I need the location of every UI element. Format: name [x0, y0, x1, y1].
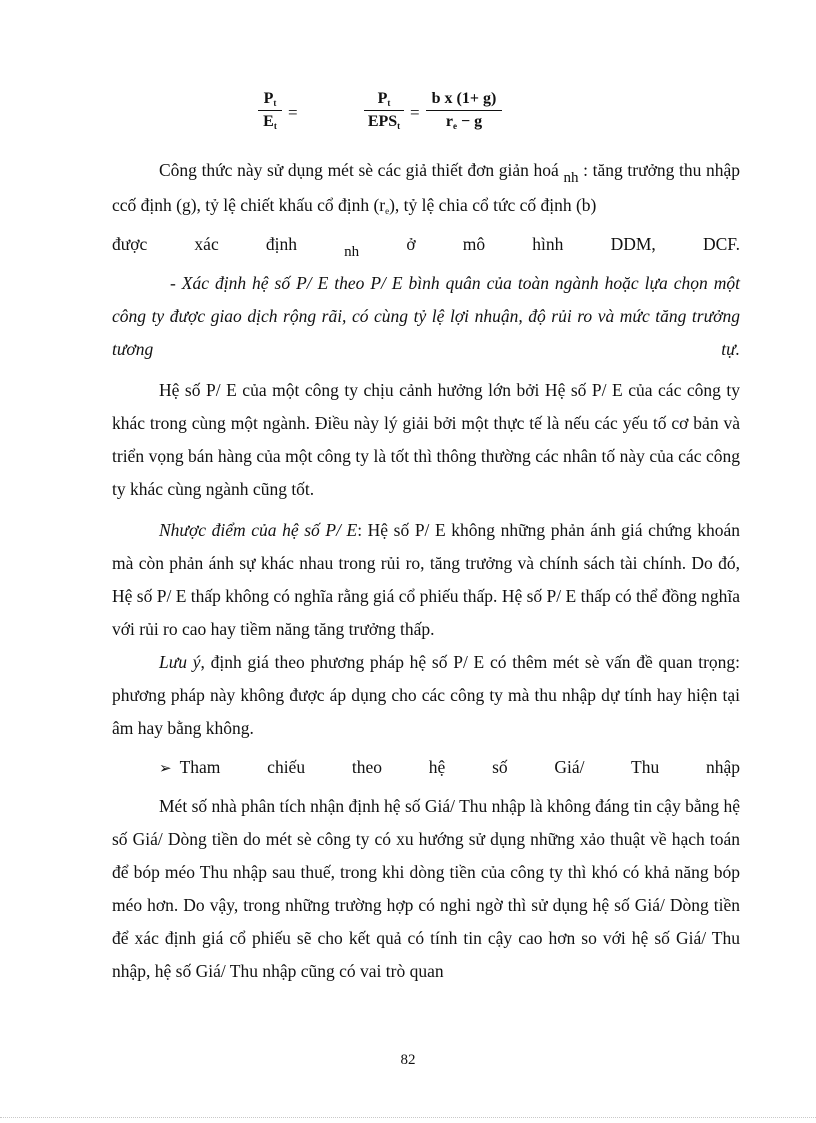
bullet-price-earnings: ➢ Tham chiếu theo hệ số Giá/ Thu nhập — [159, 757, 740, 777]
paragraph-price-cashflow: Mét số nhà phân tích nhận định hệ số Giá/ Thu nhập là không đáng tin cậy bằng hệ số Giá/ Dòng tiền do mét sè công ty có xu hướng sử dụng những xảo thuật về hạch toán để bóp méo Thu nhập sau thuế, trong khi dòng tiền của công ty thì khó có khả năng bóp méo hơn. Do vậy, trong những trường hợp có nghi ngờ thì sử dụng hệ số Giá/ Dòng tiền để xác định giá cổ phiếu sẽ cho kết quả có tính tin cậy cao hơn so với hệ số Giá/ Thu nhập, hệ số Giá/ Thu nhập cũng có vai trò quan — [112, 796, 740, 981]
fraction-p-over-eps: $P_t$ $EPS_t$ — [364, 90, 404, 131]
footer-divider — [0, 1117, 816, 1118]
paragraph-assumptions: Công thức này sử dụng mét sè các giả thiết đơn giản hoá nh : tăng trưởng thu nhập ccố định (g), tỷ lệ chiết khấu cổ định $(r_e)$, tỷ lệ chia cổ tức cố định (b) — [112, 160, 740, 216]
pe-formula — [258, 90, 518, 146]
paragraph-note: Lưu ý, định giá theo phương pháp hệ số P/ E có thêm mét sè vấn đề quan trọng: phương pháp này không được áp dụng cho các công ty mà thu nhập dự tính hay hiện tại âm hay bằng không. — [112, 652, 741, 738]
page-body — [112, 154, 740, 988]
fraction-p-over-e: $\frac{P_t}{E_t}$ — [258, 90, 282, 131]
equals-sign: = — [288, 103, 298, 122]
fraction-growth: $\frac{\text{b x (1+ g)}}{r_e - g}$ — [426, 90, 502, 131]
paragraph-assumptions-end: được xác định nh ở mô hình DDM, DCF. — [112, 234, 740, 260]
arrow-bullet-icon: ➢ — [159, 761, 172, 777]
paragraph-industry-pe: - Xác định hệ số P/ E theo P/ E bình quân của toàn ngành hoặc lựa chọn một công ty được giao dịch rộng rãi, có cùng tỷ lệ lợi nhuận, độ rủi ro và mức tăng trưởng tương tự. — [112, 273, 740, 359]
page-number: 82 — [400, 1052, 416, 1068]
paragraph-industry-influence: Hệ số P/ E của một công ty chịu cảnh hưởng lớn bởi Hệ số P/ E của các công ty khác trong cùng một ngành. Điều này lý giải bởi một thực tế là nếu các yếu tố cơ bản và triển vọng bán hàng của một công ty là tốt thì thông thường các nhân tố này của các công ty khác cùng ngành cũng tốt. — [112, 380, 740, 499]
paragraph-pe-drawbacks: Nhược điểm của hệ số P/ E: Hệ số P/ E không những phản ánh giá chứng khoán mà còn phản ánh sự khác nhau trong rủi ro, tăng trưởng và chính sách tài chính. Do đó, Hệ số P/ E thấp không có nghĩa rằng giá cổ phiếu thấp. Hệ số P/ E thấp có thể đồng nghĩa với rủi ro cao hay tiềm năng tăng trưởng thấp. — [112, 520, 740, 639]
equals-sign: = — [410, 103, 420, 122]
